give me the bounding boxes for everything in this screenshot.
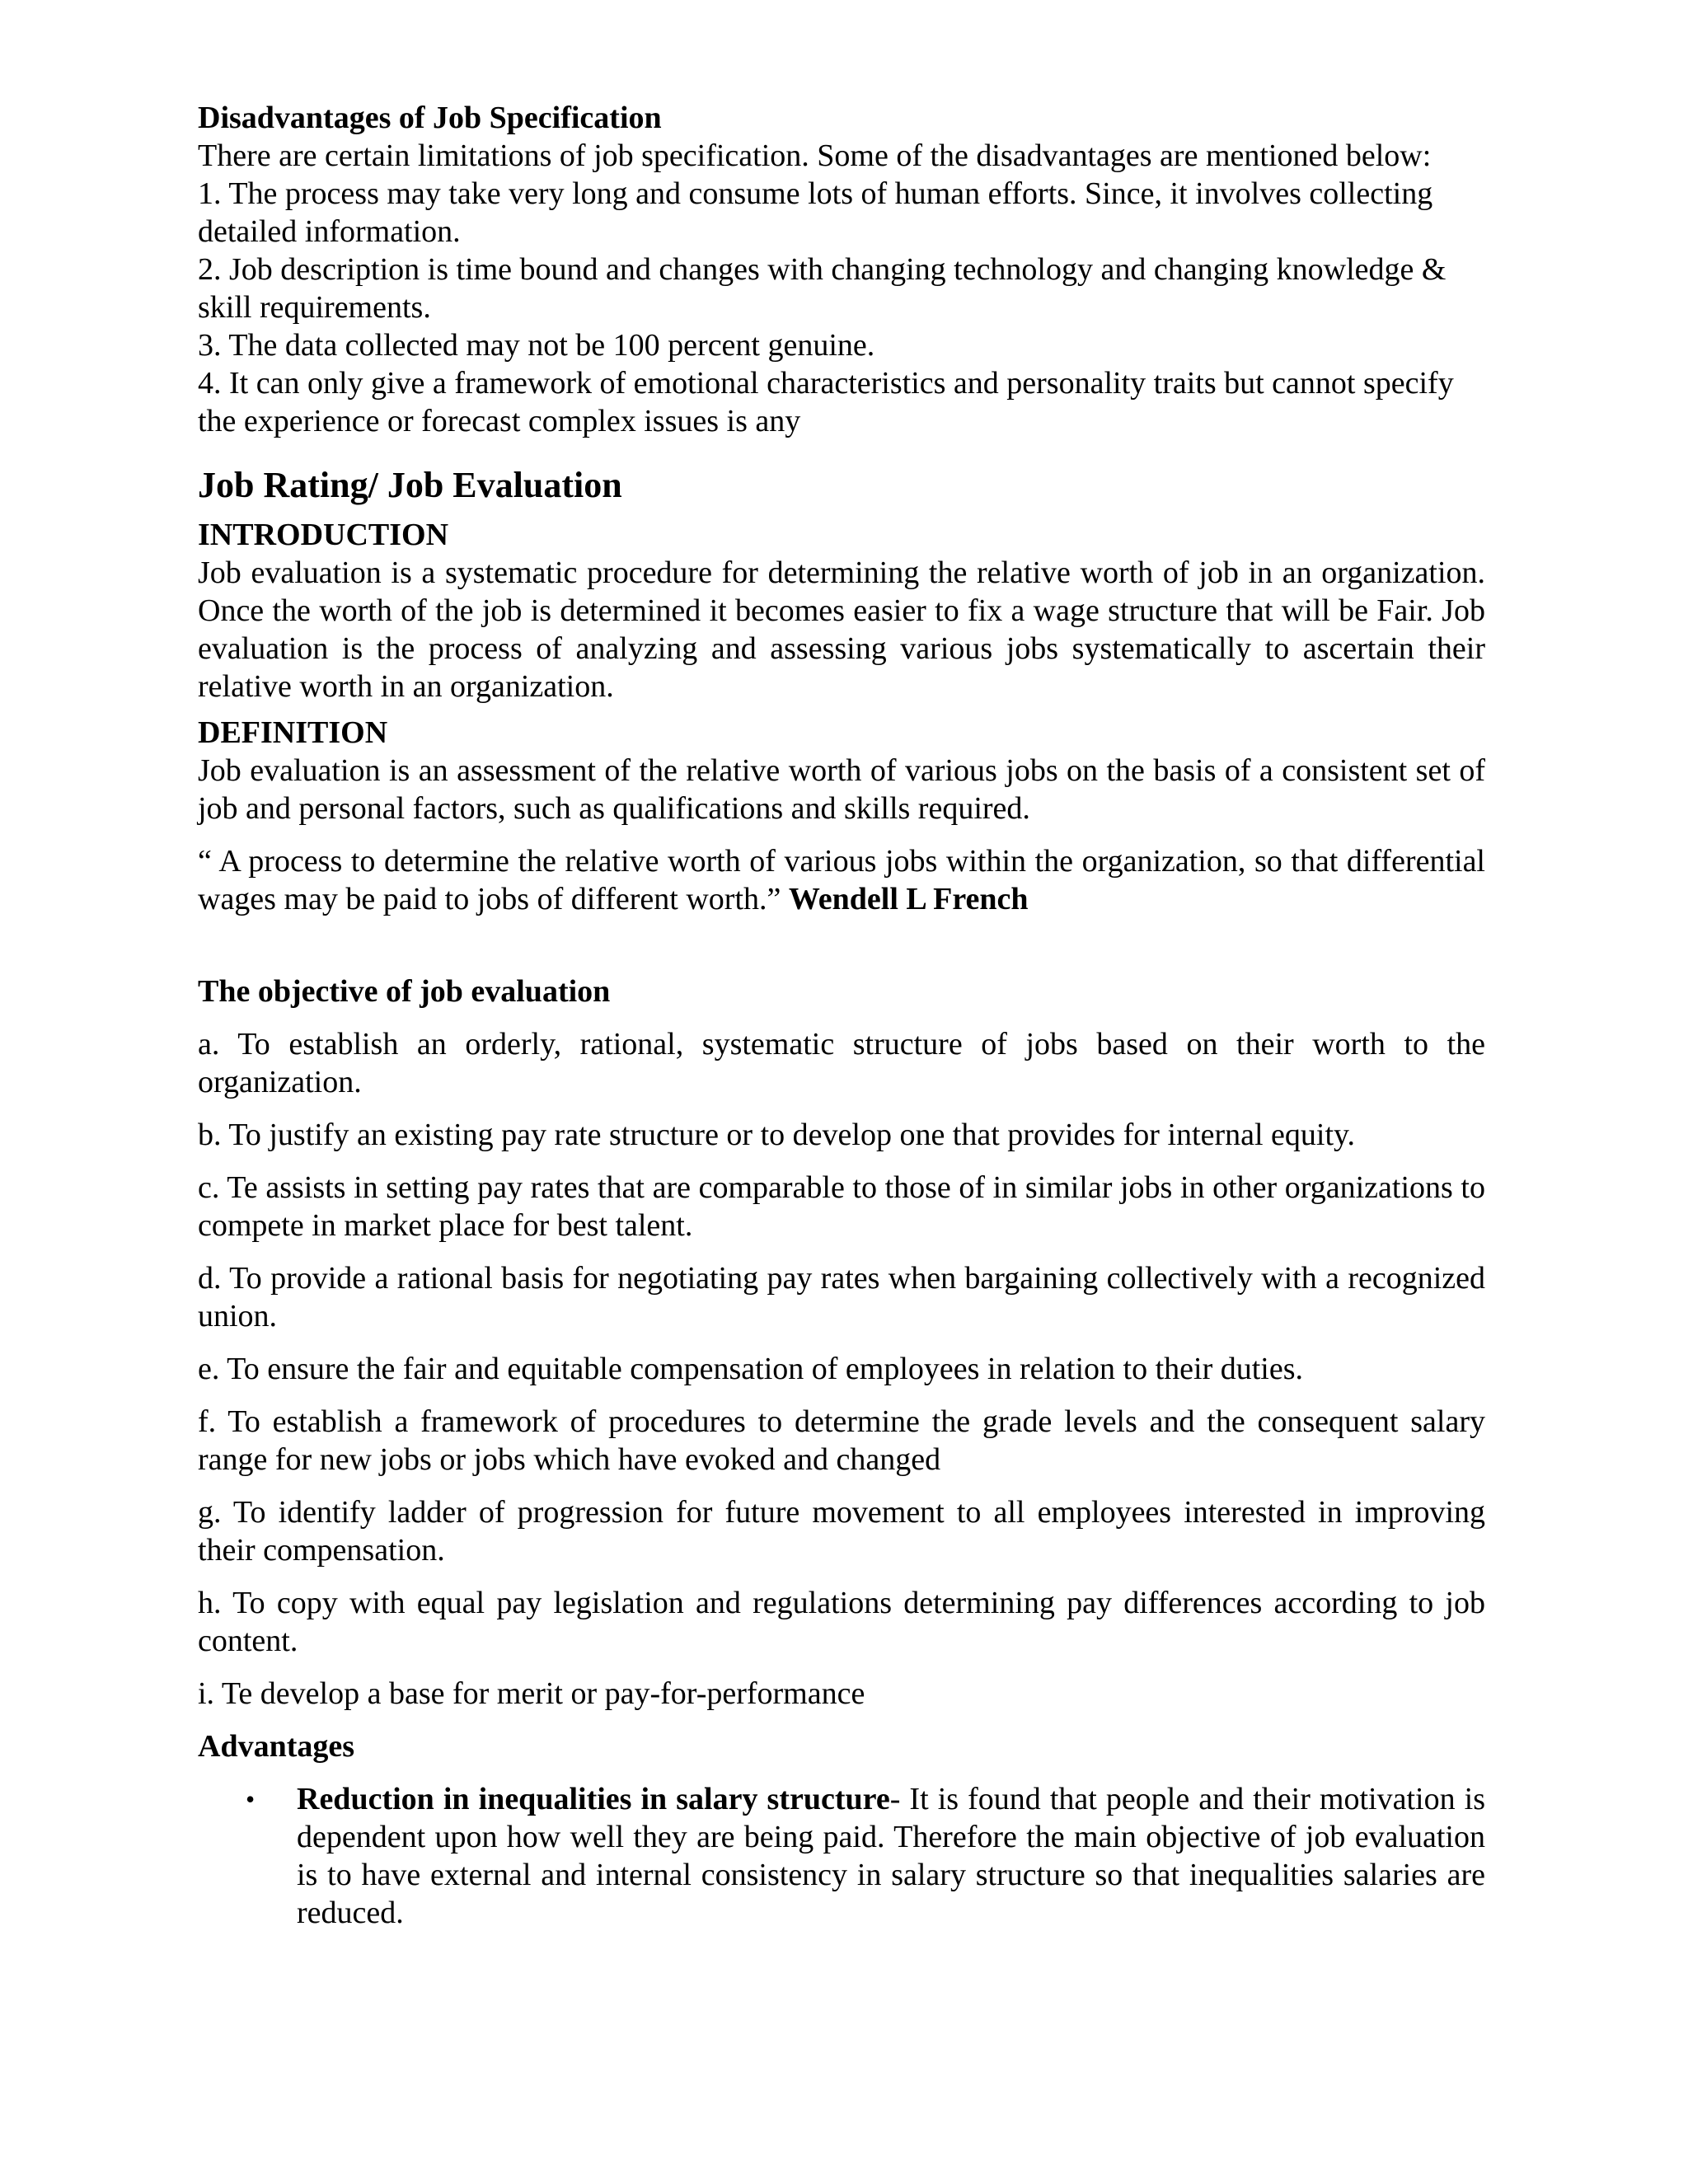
disadvantage-item: 2. Job description is time bound and changes with changing technology and changing knowledge & skill requirements. xyxy=(198,252,1447,325)
quote-text: “ A process to determine the relative worth of various jobs within the organization, so that differential wages may be paid to jobs of different worth.” xyxy=(198,844,1485,916)
advantages-heading: Advantages xyxy=(198,1729,355,1764)
disadvantage-item: 1. The process may take very long and consume lots of human efforts. Since, it involves collecting detailed information. xyxy=(198,176,1433,249)
objective-item: a. To establish an orderly, rational, systematic structure of jobs based on their worth to the organization. xyxy=(198,1027,1485,1099)
job-rating-title: Job Rating/ Job Evaluation xyxy=(198,465,622,505)
quote-author: Wendell L French xyxy=(788,882,1029,916)
advantage-title: Reduction in inequalities in salary structure xyxy=(297,1782,890,1816)
introduction-text: Job evaluation is a systematic procedure for determining the relative worth of job in an organization. Once the worth of the job is determined it becomes easier to fix a wage structure that will be Fair. Job evaluation is the process of analyzing and assessing various jobs systematically to ascertain their relative worth in an organization. xyxy=(198,555,1485,704)
document-page xyxy=(198,99,1485,1932)
definition-heading: DEFINITION xyxy=(198,715,388,750)
advantage-item xyxy=(198,1780,1485,1932)
objective-item: b. To justify an existing pay rate structure or to develop one that provides for internal equity. xyxy=(198,1118,1356,1152)
objective-item: g. To identify ladder of progression for future movement to all employees interested in improving their compensation. xyxy=(198,1495,1485,1568)
disadvantages-intro: There are certain limitations of job specification. Some of the disadvantages are mentioned below: xyxy=(198,138,1432,173)
objective-heading: The objective of job evaluation xyxy=(198,974,611,1009)
definition-text: Job evaluation is an assessment of the relative worth of various jobs on the basis of a consistent set of job and personal factors, such as qualifications and skills required. xyxy=(198,753,1485,826)
objective-item: e. To ensure the fair and equitable compensation of employees in relation to their duties. xyxy=(198,1352,1304,1386)
objective-item: i. Te develop a base for merit or pay-for-performance xyxy=(198,1676,865,1711)
bullet-icon: • xyxy=(246,1784,256,1814)
disadvantage-item: 4. It can only give a framework of emotional characteristics and personality traits but cannot specify the experience or forecast complex issues is any xyxy=(198,366,1454,438)
advantages-list xyxy=(198,1780,1485,1932)
objective-item: d. To provide a rational basis for negotiating pay rates when bargaining collectively with a recognized union. xyxy=(198,1261,1485,1333)
objective-item: c. Te assists in setting pay rates that are comparable to those of in similar jobs in other organizations to compete in market place for best talent. xyxy=(198,1170,1485,1243)
objective-item: h. To copy with equal pay legislation and regulations determining pay differences according to job content. xyxy=(198,1586,1485,1658)
introduction-heading: INTRODUCTION xyxy=(198,518,449,552)
advantage-text: - It is found that people and their motivation is dependent upon how well they are being paid. Therefore the main objective of job evaluation is to have external and internal consistency in salary structure so that inequalities salaries are reduced. xyxy=(297,1782,1485,1930)
objective-item: f. To establish a framework of procedures to determine the grade levels and the consequent salary range for new jobs or jobs which have evoked and changed xyxy=(198,1404,1485,1477)
disadvantage-item: 3. The data collected may not be 100 percent genuine. xyxy=(198,328,875,363)
definition-quote xyxy=(198,842,1485,918)
disadvantages-heading: Disadvantages of Job Specification xyxy=(198,101,662,135)
